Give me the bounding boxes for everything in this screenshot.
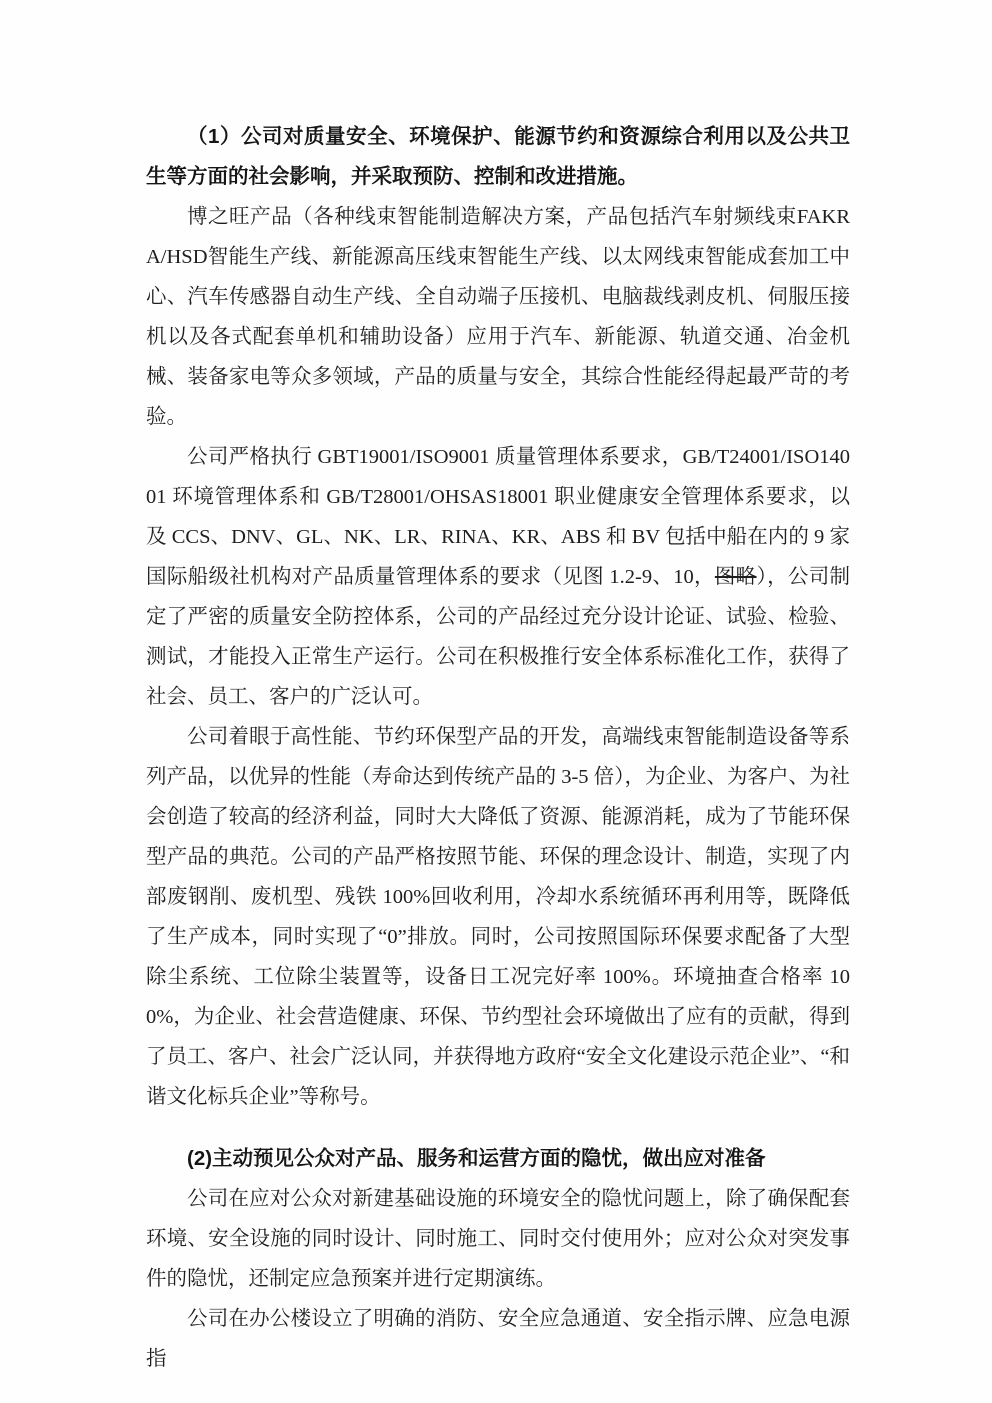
paragraph-quality-system <box>146 437 850 717</box>
strikethrough-note: 图略 <box>714 566 757 588</box>
quality-system-text-after-strike: ），公司制定了严密的质量安全防控体系，公司的产品经过充分设计论证、试验、检验、测试，才能投入正常生产运行。公司在积极推行安全体系标准化工作，获得了社会、员工、客户的广泛认可。 <box>146 566 851 708</box>
section-heading-1: （1）公司对质量安全、环境保护、能源节约和资源综合利用以及公共卫生等方面的社会影响，并采取预防、控制和改进措施。 <box>146 125 850 188</box>
paragraph-products: 博之旺产品（各种线束智能制造解决方案，产品包括汽车射频线束FAKRA/HSD智能生产线、新能源高压线束智能生产线、以太网线束智能成套加工中心、汽车传感器自动生产线、全自动端子压接机、电脑裁线剥皮机、伺服压接机以及各式配套单机和辅助设备）应用于汽车、新能源、轨道交通、冶金机械、装备家电等众多领域，产品的质量与安全，其综合性能经得起最严苛的考验。 <box>146 206 850 428</box>
paragraph-emergency-facilities: 公司在办公楼设立了明确的消防、安全应急通道、安全指示牌、应急电源指 <box>146 1308 850 1370</box>
section-heading-2: (2)主动预见公众对产品、服务和运营方面的隐忧，做出应对准备 <box>187 1147 766 1170</box>
quality-system-text-before-strike: 公司严格执行 GBT19001/ISO9001 质量管理体系要求，GB/T24001/ISO14001 环境管理体系和 GB/T28001/OHSAS18001 职业健康安全管理体系要求，以及 CCS、DNV、GL、NK、LR、RINA、KR、ABS 和 BV 包括中船在内的 9 家国际船级社机构对产品质量管理体系的要求（见图 1.2-9、10， <box>146 446 850 588</box>
paragraph-eco-products: 公司着眼于高性能、节约环保型产品的开发，高端线束智能制造设备等系列产品，以优异的性能（寿命达到传统产品的 3-5 倍），为企业、为客户、为社会创造了较高的经济利益，同时大大降低了资源、能源消耗，成为了节能环保型产品的典范。公司的产品严格按照节能、环保的理念设计、制造，实现了内部废钢削、废机型、残铁 100%回收利用，冷却水系统循环再利用等，既降低了生产成本，同时实现了“0”排放。同时，公司按照国际环保要求配备了大型除尘系统、工位除尘装置等，设备日工况完好率 100%。环境抽查合格率 100%，为企业、社会营造健康、环保、节约型社会环境做出了应有的贡献，得到了员工、客户、社会广泛认同，并获得地方政府“安全文化建设示范企业”、“和谐文化标兵企业”等称号。 <box>146 726 850 1108</box>
paragraph-public-concern: 公司在应对公众对新建基础设施的环境安全的隐忧问题上，除了确保配套环境、安全设施的同时设计、同时施工、同时交付使用外；应对公众对突发事件的隐忧，还制定应急预案并进行定期演练。 <box>146 1188 850 1290</box>
